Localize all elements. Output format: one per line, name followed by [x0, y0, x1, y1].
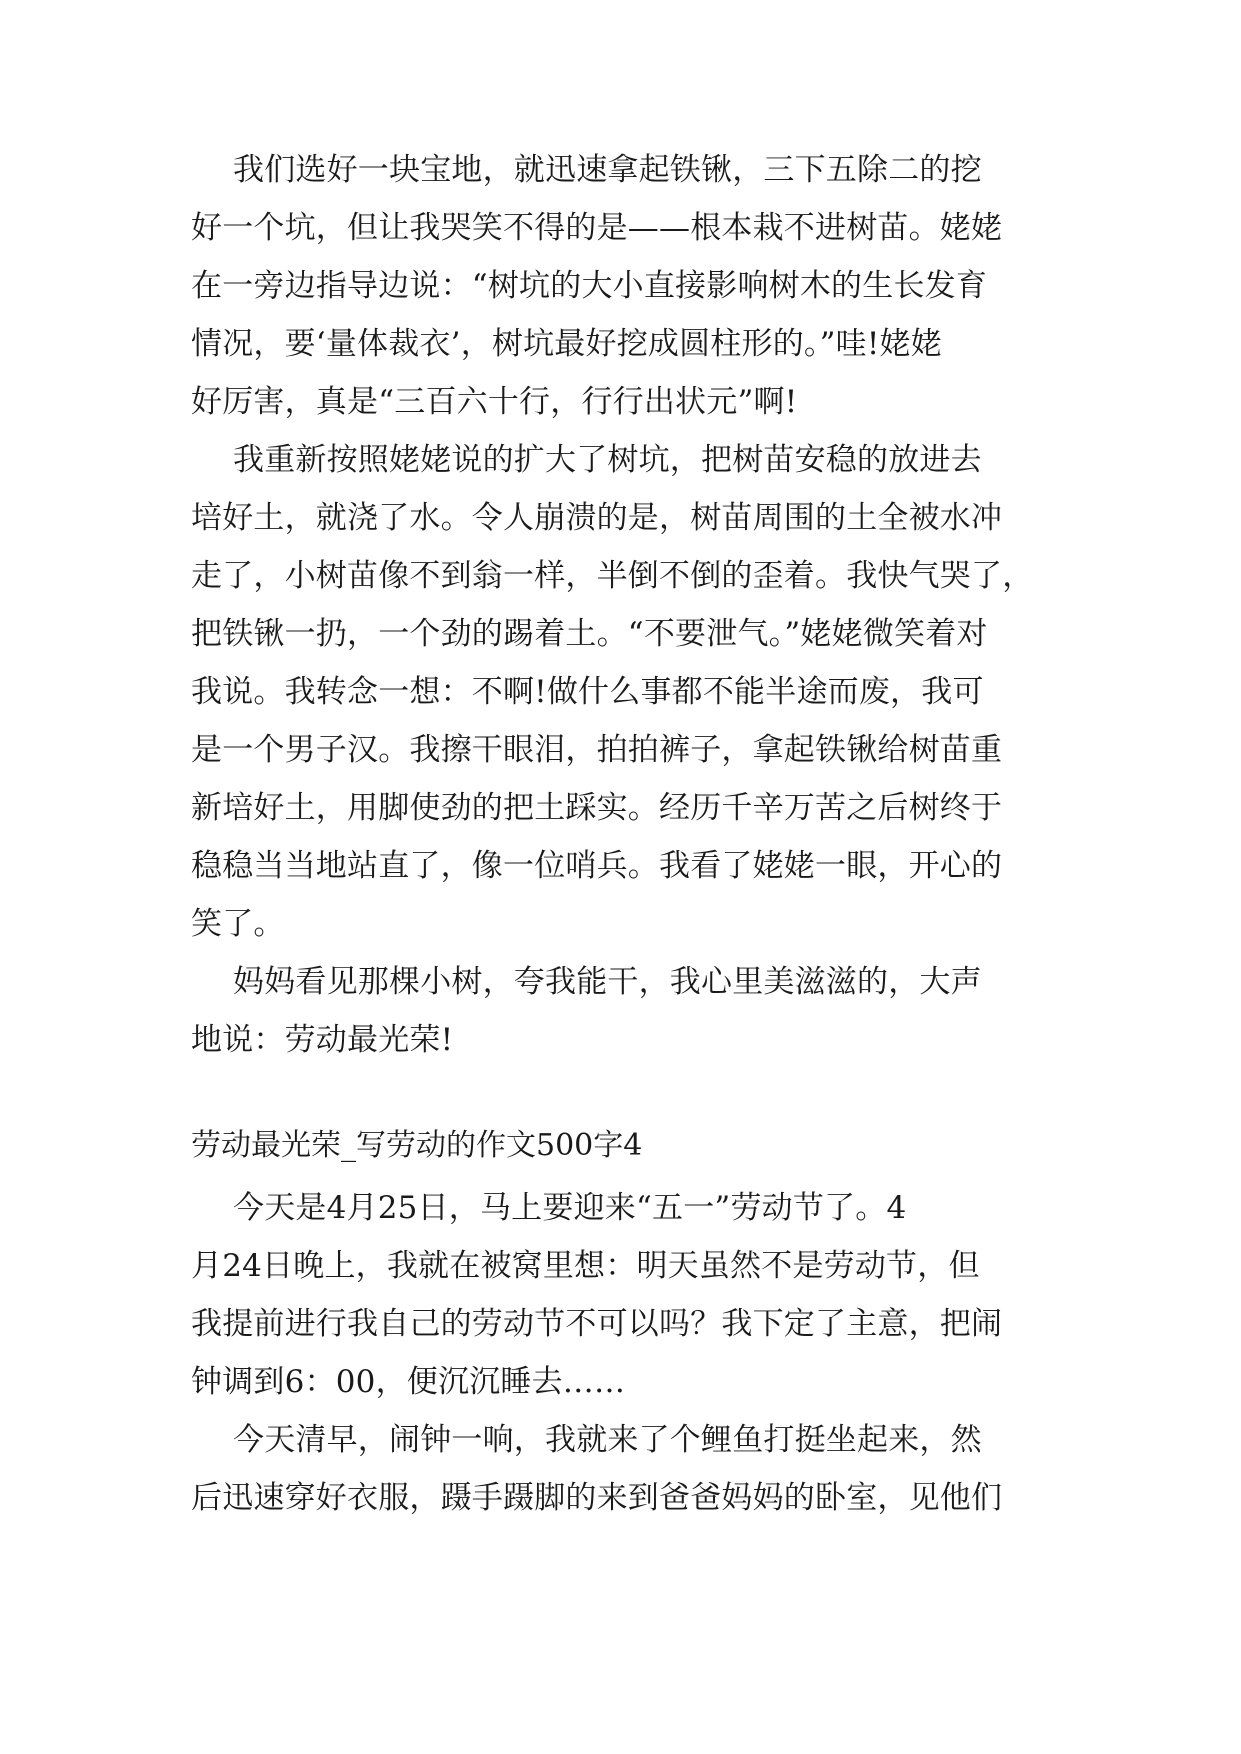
- text-line: 好一个坑，但让我哭笑不得的是——根本栽不进树苗。姥姥: [191, 210, 1003, 246]
- text-line: 我提前进行我自己的劳动节不可以吗？我下定了主意，把闹: [191, 1306, 1003, 1342]
- text-line: 后迅速穿好衣服，蹑手蹑脚的来到爸爸妈妈的卧室，见他们: [191, 1480, 1003, 1516]
- text-line: 月24日晚上，我就在被窝里想：明天虽然不是劳动节，但: [191, 1248, 980, 1284]
- text-line: 妈妈看见那棵小树，夸我能干，我心里美滋滋的，大声: [233, 964, 982, 1000]
- text-line: 在一旁边指导边说：“树坑的大小直接影响树木的生长发育: [191, 268, 988, 304]
- text-line: 钟调到6：00，便沉沉睡去……: [191, 1364, 626, 1400]
- section-title: 劳动最光荣_写劳动的作文500字4: [191, 1128, 643, 1163]
- text-line: 走了，小树苗像不到翁一样，半倒不倒的歪着。我快气哭了，: [191, 558, 1034, 594]
- text-line: 稳稳当当地站直了，像一位哨兵。我看了姥姥一眼，开心的: [191, 848, 1003, 884]
- text-line: 我重新按照姥姥说的扩大了树坑，把树苗安稳的放进去: [233, 442, 982, 478]
- text-line: 今天清早，闹钟一响，我就来了个鲤鱼打挺坐起来，然: [233, 1422, 982, 1458]
- text-line: 地说：劳动最光荣!: [191, 1022, 454, 1058]
- text-line: 新培好土，用脚使劲的把土踩实。经历千辛万苦之后树终于: [191, 790, 1003, 826]
- text-line: 是一个男子汉。我擦干眼泪，拍拍裤子，拿起铁锹给树苗重: [191, 732, 1003, 768]
- text-line: 情况，要‘量体裁衣’，树坑最好挖成圆柱形的。”哇!姥姥: [191, 326, 942, 362]
- text-line: 培好土，就浇了水。令人崩溃的是，树苗周围的土全被水冲: [191, 500, 1003, 536]
- text-line: 我们选好一块宝地，就迅速拿起铁锹，三下五除二的挖: [233, 152, 982, 188]
- text-line: 笑了。: [191, 906, 285, 942]
- text-line: 今天是4月25日，马上要迎来“五一”劳动节了。4: [233, 1190, 907, 1226]
- text-line: 我说。我转念一想：不啊!做什么事都不能半途而废，我可: [191, 674, 984, 710]
- text-line: 好厉害，真是“三百六十行，行行出状元”啊!: [191, 384, 798, 420]
- text-line: 把铁锹一扔，一个劲的踢着土。“不要泄气。”姥姥微笑着对: [191, 616, 988, 652]
